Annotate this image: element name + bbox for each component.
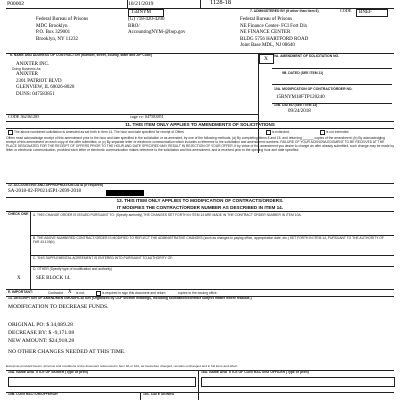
issued-by-block: Federal Bureau of Prisons MDC Brooklyn P.O. Box 329001 Brooklyn, NY 11232 <box>36 17 89 42</box>
option-d-check[interactable]: X <box>17 276 21 281</box>
section-11-checkbox[interactable] <box>8 130 13 135</box>
no-changes-note: NO OTHER CHANGES NEEDED AT THIS TIME. <box>8 349 126 355</box>
funding-summary: ORIGINAL PO: $ 34,089.28 DECREASE BY: $ -9,171.08 NEW AMOUNT: $24,918.28 <box>8 322 75 345</box>
facility-code: cage cv: 047583851 <box>130 114 164 119</box>
contractor-name-label: 8. NAME AND ADDRESS OF CONTRACTOR (Number, street, county, state and ZIP Code) <box>10 53 152 57</box>
issuing-code-block: (G) 718-420-4200 BRO/ AccountingNYM-@bop.gov <box>128 17 186 35</box>
administered-by-label: 7. ADMINISTERED BY (If other than Item 6) <box>250 9 319 13</box>
option-a-text: A. THIS CHANGE ORDER IS ISSUED PURSUANT TO: (Specify authority) THE CHANGES SET FORTH IN ITEM 14 ARE MADE IN THE CONTRACT ORDER NUMBER IN ITEM 10A. <box>33 213 302 217</box>
option-c-text: C. THIS SUPPLEMENTAL AGREEMENT IS ENTERED INTO PURSUANT TO AUTHORITY OF: <box>33 256 174 260</box>
administered-by-block: Federal Bureau of Prisons NE Finance Center- FCI Fort Dix NE FINANCE CENTER BLDG 5756 HARTFORD ROAD Joint Base MDL, NJ 08640 <box>240 17 309 48</box>
officer-name-field[interactable] <box>201 377 395 387</box>
contractor-address: ANIXTER INC. ANIXTER 2301 PATRIOT BLVD GLENVIEW, IL 60026-8020 DUNS: 047583851 <box>16 62 75 97</box>
footer-note: Except as provided herein, all terms and conditions of the document referenced in Item 9A or 10A, as heretofore changed, remains unchanged and in full force and effect. <box>6 364 238 368</box>
contract-number: P00002 <box>7 1 25 7</box>
section-13-title: 13. THIS ITEM ONLY APPLIES TO MODIFICATION OF CONTRACTS/ORDERS. <box>116 198 284 203</box>
accounting-data: SA-2018-02-FP02145P1-2699-2018 <box>8 189 82 194</box>
modification-contract-number: 15BNYM18FTP120240 <box>276 95 325 100</box>
signer-name-field[interactable] <box>8 377 196 387</box>
code-box-left: 15BNYM <box>128 9 164 17</box>
requisition-number: 1128-18 <box>210 0 232 6</box>
section-11-instructions: Offers must acknowledge receipt of this amendment prior to the hour and date specified in the solicitation or as amended, by one of the following methods: (a) By completing Items 8 and 15, and returning ______ copies of the amendment; (b) By acknowledging receipt of this amendment on each copy of the offer submitted; or (c) By separate letter or electronic communication which includes a reference to the solicitation and amendment numbers. FAILURE OF YOUR ACKNOWLEDGMENT TO BE RECEIVED AT THE PLACE DESIGNATED FOR THE RECEIPT OF OFFERS PRIOR TO THE HOUR AND DATE SPECIFIED MAY RESULT IN REJECTION OF YOUR OFFER. If by virtue of this amendment you desire to change an offer already submitted, such change may be made by letter or electronic communication, provided each letter or electronic communication makes reference to the solicitation and this amendment, and is received prior to the opening hour and date specified. <box>6 136 394 153</box>
not-extended-checkbox[interactable] <box>320 130 325 135</box>
contractor-not-required-check[interactable]: X <box>68 289 72 295</box>
redaction-bar <box>106 190 144 196</box>
code-box-right: BNEF <box>356 9 388 17</box>
amendment-form-page: P00002 10/21/2019 1128-18 7. ADMINISTERED BY (If other than Item 6) CODE BNEF 15BNYM Federal Bureau of Prisons MDC Brooklyn P.O. Box 329001 Brooklyn, NY 11232 (G) 718-420-4200 BRO/ AccountingNYM-@bop.gov Federal Bureau of Prisons NE Finance Center- FCI Fort Dix NE FINANCE CENTER BLDG 5756 HARTFORD ROAD Joint Base MDL, NJ 08640 8. NAME AND ADDRESS OF CONTRACTOR (Number, street, county, state and ZIP Code) X 9A. AMENDMENT OF SOLICITATION NO. Doing Business As: ANIXTER INC. ANIXTER 2301 PATRIOT BLVD GLENVIEW, IL 60026-8020 DUNS: 047583851 9B. DATED (SEE ITEM 11) 10A. MODIFICATION OF CONTRACT/ORDER NO. 15BNYM18FTP120240 10B. DATED (SEE ITEM 13) 09/24/2018 CODE 362361285 cage cv: 047583851 11. THIS ITEM ONLY APPLIES TO AMENDMENTS OF SOLICITATIONS The above numbered solicitation is amended as set forth in Item 14. The hour and date specified for receipt of Offers is extended, is not extended. Offers must acknowledge receipt of this amendment prior to the hour and date specified in the solicitation or as amended, by one of the following methods: (a) By completing Items 8 and 15, and returning ______ copies of the amendment; (b) By acknowledging receipt of this amendment on each copy of the offer submitted; or (c) By separate letter or electronic communication which includes a reference to the solicitation and amendment numbers. FAILURE OF YOUR ACKNOWLEDGMENT TO BE RECEIVED AT THE PLACE DESIGNATED FOR THE RECEIPT OF OFFERS PRIOR TO THE HOUR AND DATE SPECIFIED MAY RESULT IN REJECTION OF YOUR OFFER. If by virtue of this amendment you desire to change an offer already submitted, such change may be made by letter or electronic communication, provided each letter or electronic communication makes reference to the solicitation and this amendment, and is received prior to the opening hour and date specified. 12. ACCOUNTING AND APPROPRIATION DATA (If required) SA-2018-02-FP02145P1-2699-2018 13. THIS ITEM ONLY APPLIES TO MODIFICATION OF CONTRACTS/ORDERS. IT MODIFIES THE CONTRACT/ORDER NUMBER AS DESCRIBED IN ITEM 14. CHECK ONE A. THIS CHANGE ORDER IS ISSUED PURSUANT TO: (Specify authority) THE CHANGES SET FORTH IN ITEM 14 ARE MADE IN THE CONTRACT ORDER NUMBER IN ITEM 10A. B. THE ABOVE NUMBERED CONTRACT/ORDER IS MODIFIED TO REFLECT THE ADMINISTRATIVE CHANGES (such as changes in paying office, appropriation date, etc.) SET FORTH IN ITEM 14, PURSUANT TO THE AUTHORITY OF FAR 43.103(b). C. THIS SUPPLEMENTAL AGREEMENT IS ENTERED INTO PURSUANT TO AUTHORITY OF: D. OTHER (Specify type of modification and authority) X SEE BLOCK 14. E. IMPORTANT: Contractor X is not, is required to sign this document and return copies to the issuing office. 14. DESCRIPTION OF AMENDMENT/MODIFICATION (Organized by UCF section headings, including solicitation/contract subject matter where feasible.) MODIFICATION TO DECREASE FUNDS. ORIGINAL PO: $ 34,089.28 DECREASE BY: $ -9,171.08 NEW AMOUNT: $24,918.28 NO OTHER CHANGES NEEDED AT THIS TIME. Except as provided herein, all terms and conditions of the document referenced in Item 9A or 10A, as heretofore changed, remains unchanged and in full force and effect. 15A. NAME AND TITLE OF SIGNER (Type or print) 16A. NAME AND TITLE OF CONTRACTING OFFICER (Type or print) 15B. CONTRACTOR/OFFEROR 15C. DATE SIGNED <box>0 0 400 400</box>
contractor-code: 362361285 <box>20 114 40 119</box>
modification-date: 09/24/2018 <box>288 109 311 114</box>
description-line: MODIFICATION TO DECREASE FUNDS. <box>8 304 109 310</box>
header-rule <box>6 8 394 9</box>
contractor-x-box: X <box>259 54 274 64</box>
option-b-text: B. THE ABOVE NUMBERED CONTRACT/ORDER IS MODIFIED TO REFLECT THE ADMINISTRATIVE CHANGES (such as changes in paying office, appropriation date, etc.) SET FORTH IN ITEM 14, PURSUANT TO THE AUTHORITY OF FAR 43.103(b). <box>33 236 384 245</box>
option-d-value: SEE BLOCK 14. <box>36 276 71 281</box>
effective-date: 10/21/2019 <box>128 1 154 7</box>
option-d-text: D. OTHER (Specify type of modification and authority) <box>33 267 112 271</box>
extended-checkbox[interactable] <box>266 130 271 135</box>
section-11-title: 11. THIS ITEM ONLY APPLIES TO AMENDMENTS OF SOLICITATIONS <box>125 122 275 127</box>
